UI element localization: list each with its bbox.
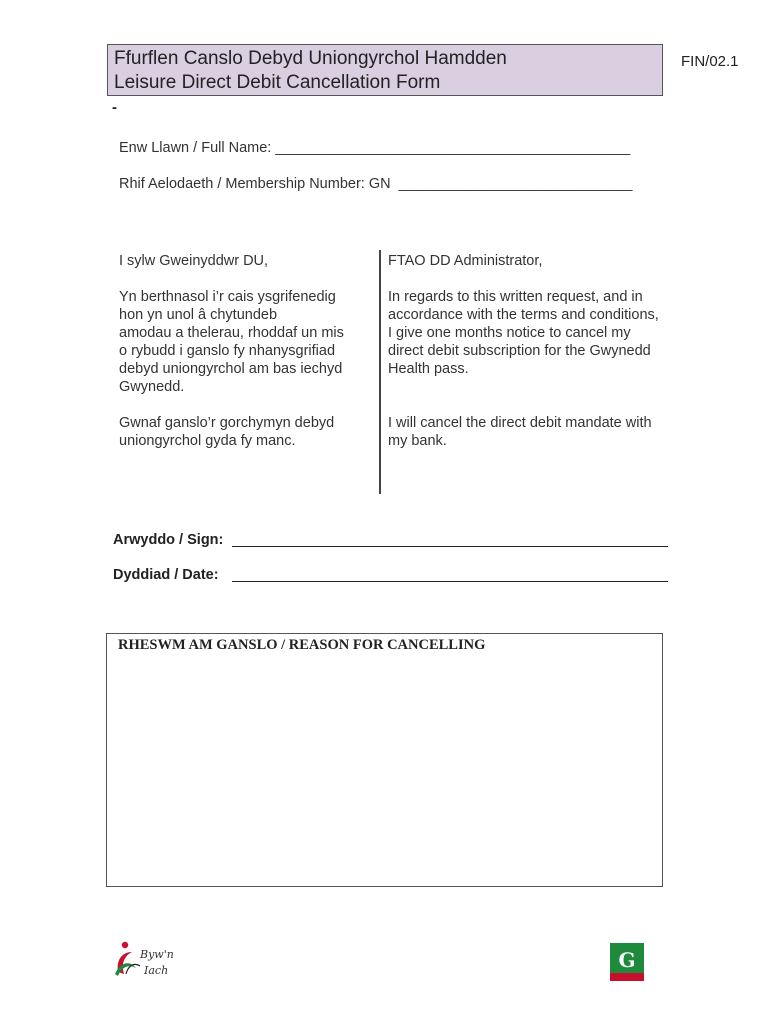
- welsh-greeting: I sylw Gweinyddwr DU,: [119, 253, 269, 269]
- english-column: [388, 252, 678, 450]
- header-dash: -: [112, 99, 117, 116]
- gwynedd-council-logo: [610, 943, 644, 981]
- english-p1-line: accordance with the terms and conditions,: [388, 307, 659, 323]
- welsh-paragraph-2: [119, 414, 374, 450]
- document-code: FIN/02.1: [681, 53, 739, 70]
- svg-text:Byw'n: Byw'n: [140, 948, 174, 961]
- reason-textarea[interactable]: [106, 633, 663, 887]
- bywn-iach-logo-mark: [112, 940, 178, 982]
- welsh-paragraph-1: [119, 288, 374, 396]
- date-input-line[interactable]: [232, 581, 668, 582]
- english-p2-line: my bank.: [388, 433, 447, 449]
- membership-number-label: Rhif Aelodaeth / Membership Number: GN: [119, 176, 391, 192]
- english-p1-line: In regards to this written request, and in: [388, 289, 643, 305]
- sign-input-line[interactable]: [232, 546, 668, 547]
- welsh-p1-line: Yn berthnasol i’r cais ysgrifenedig: [119, 289, 336, 305]
- full-name-label: Enw Llawn / Full Name:: [119, 140, 272, 156]
- welsh-p1-line: hon yn unol â chytundeb: [119, 307, 278, 323]
- welsh-p1-line: Gwynedd.: [119, 379, 185, 395]
- english-paragraph-1: [388, 288, 678, 378]
- svg-text:G: G: [618, 948, 636, 972]
- full-name-input-line[interactable]: ____________________________________________: [275, 140, 631, 156]
- form-title-welsh: Ffurflen Canslo Debyd Uniongyrchol Hamdden: [114, 48, 507, 69]
- english-p1-line: direct debit subscription for the Gwynedd: [388, 343, 651, 359]
- form-title-english: Leisure Direct Debit Cancellation Form: [114, 72, 441, 93]
- form-title-box: [107, 44, 663, 96]
- membership-number-input-line[interactable]: _____________________________: [398, 176, 633, 192]
- welsh-p2-line: uniongyrchol gyda fy manc.: [119, 433, 296, 449]
- welsh-p1-line: amodau a thelerau, rhoddaf un mis: [119, 325, 344, 341]
- reason-title: RHESWM AM GANSLO / REASON FOR CANCELLING: [118, 637, 486, 653]
- membership-number-field[interactable]: [119, 176, 633, 192]
- svg-text:Iach: Iach: [144, 964, 169, 977]
- welsh-p1-line: debyd uniongyrchol am bas iechyd: [119, 361, 343, 377]
- welsh-column: [119, 252, 374, 450]
- english-p2-line: I will cancel the direct debit mandate with: [388, 415, 652, 431]
- english-paragraph-2: [388, 414, 678, 450]
- welsh-p2-line: Gwnaf ganslo’r gorchymyn debyd: [119, 415, 335, 431]
- column-divider: [379, 250, 381, 494]
- full-name-field[interactable]: [119, 140, 630, 156]
- date-label: Dyddiad / Date:: [113, 567, 219, 583]
- sign-label: Arwyddo / Sign:: [113, 532, 224, 548]
- english-p1-line: I give one months notice to cancel my: [388, 325, 631, 341]
- english-greeting: FTAO DD Administrator,: [388, 253, 543, 269]
- english-p1-line: Health pass.: [388, 361, 469, 377]
- bywn-iach-logo: [112, 940, 178, 982]
- welsh-p1-line: o rybudd i ganslo fy nhanysgrifiad: [119, 343, 336, 359]
- gwynedd-council-logo-mark: [610, 943, 644, 981]
